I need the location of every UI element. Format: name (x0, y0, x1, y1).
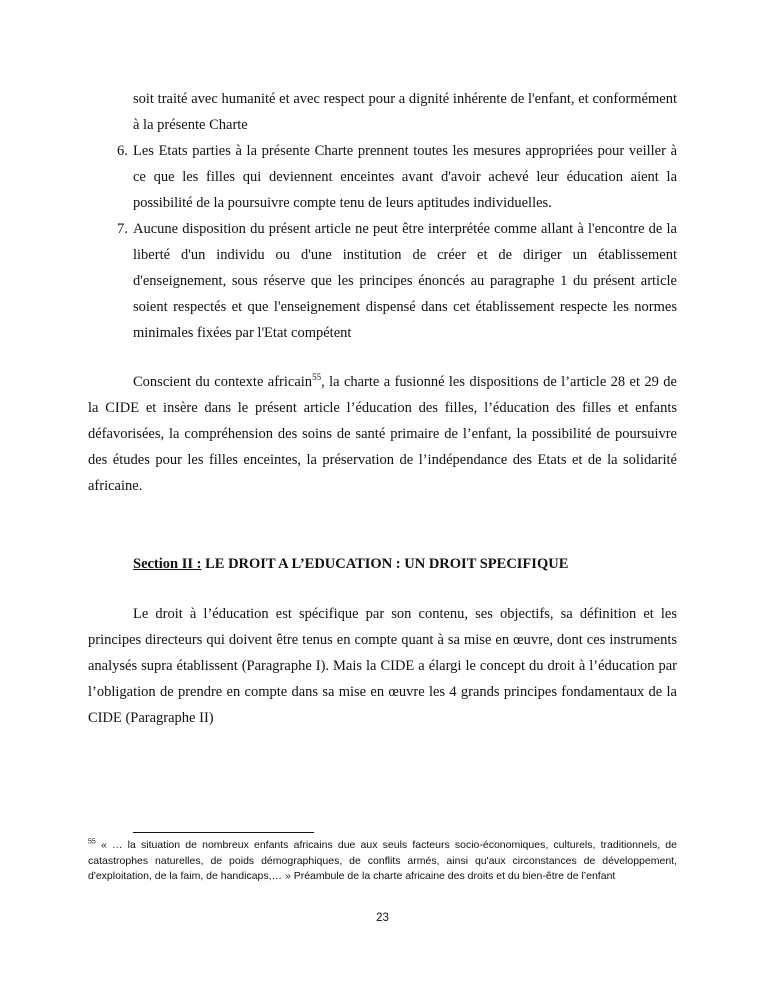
list-item-7 (88, 216, 677, 346)
section-heading (133, 551, 568, 577)
list-item-number: 7. (117, 221, 128, 237)
list-item-text: Les Etats parties à la présente Charte prennent toutes les mesures appropriées pour veiller à ce que les filles qui deviennent enceintes avant d'avoir achevé leur éducation aient la possibilité de la poursuivre compte tenu de leurs aptitudes individuelles. (133, 143, 677, 211)
numbered-list (88, 86, 677, 346)
footnote-number: 55 (88, 838, 96, 846)
footnote-text: « … la situation de nombreux enfants africains due aux seuls facteurs socio-économiques, culturels, traditionnels, de catastrophes naturelles, de poids démographiques, de conflits armés, ainsi qu'aux circonstances de développement, d'exploitation, de la faim, de handicaps,… » Préambule de la charte africaine des droits et du bien-être de l’enfant (88, 839, 677, 882)
section-title: LE DROIT A L’EDUCATION : UN DROIT SPECIFIQUE (201, 556, 569, 572)
footnote (88, 838, 677, 885)
footnote-separator (133, 832, 314, 833)
list-item-continuation (88, 86, 677, 138)
list-item-6 (88, 138, 677, 216)
section-label: Section II : (133, 556, 202, 572)
body-paragraph-context (88, 369, 677, 499)
list-item-text: Aucune disposition du présent article ne peut être interprétée comme allant à l'encontre de la liberté d'un individu ou d'une institution de créer et de diriger un établissement d'enseignement, sous réserve que les principes énoncés au paragraphe 1 du présent article soient respectés et que l'enseignement dispensé dans cet établissement respecte les normes minimales fixées par l'Etat compétent (133, 221, 677, 341)
footnote-reference: 55 (312, 372, 322, 383)
list-item-text: soit traité avec humanité et avec respect pour a dignité inhérente de l'enfant, et conformément à la présente Charte (133, 91, 677, 133)
page-number: 23 (376, 912, 389, 924)
paragraph-text: , la charte a fusionné les dispositions de l’article 28 et 29 de la CIDE et insère dans le présent article l’éducation des filles, l’éducation des filles et enfants défavorisées, la compréhension des soins de santé primaire de l’enfant, la possibilité de poursuivre des études pour les filles enceintes, la préservation de l’indépendance des Etats et de la solidarité africaine. (88, 374, 677, 494)
body-paragraph-section: Le droit à l’éducation est spécifique par son contenu, ses objectifs, sa définition et les principes directeurs qui doivent être tenus en compte quant à sa mise en œuvre, dont ces instruments analysés supra établissent (Paragraphe I). Mais la CIDE a élargi le concept du droit à l’éducation par l’obligation de prendre en compte dans sa mise en œuvre les 4 grands principes fondamentaux de la CIDE (Paragraphe II) (88, 606, 677, 726)
paragraph-text: Conscient du contexte africain (133, 374, 313, 390)
list-item-number: 6. (117, 143, 128, 159)
